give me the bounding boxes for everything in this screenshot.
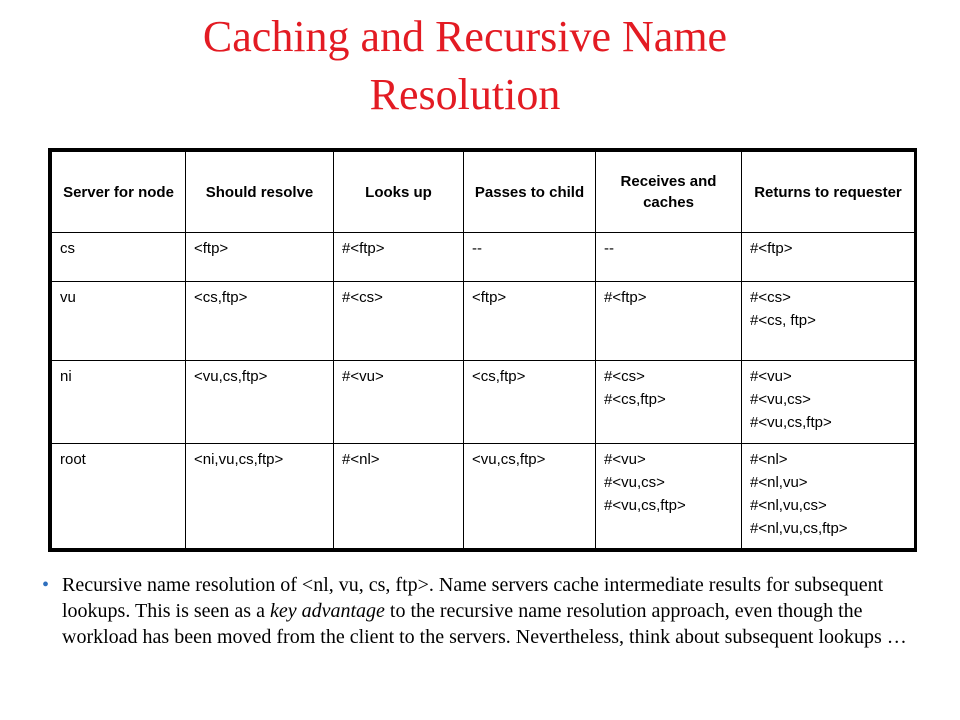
- table-row-root: [52, 444, 915, 549]
- cell-looks-up: #<nl>: [334, 444, 464, 549]
- cell-line: #<ftp>: [604, 289, 647, 306]
- resolution-table: [51, 151, 915, 549]
- header-server-for-node: Server for node: [52, 152, 186, 233]
- cell-looks-up: #<ftp>: [334, 233, 464, 282]
- table-header-row: [52, 152, 915, 233]
- table-row-ni: [52, 361, 915, 444]
- note-emphasis: key advantage: [269, 600, 385, 622]
- cell-line: #<vu>: [604, 451, 646, 468]
- header-receives-and-caches: Receives and caches: [596, 152, 742, 233]
- cell-returns-to-requester: [742, 233, 915, 282]
- slide-title-line-1: Caching and Recursive Name: [202, 12, 728, 61]
- cell-returns-to-requester: [742, 282, 915, 361]
- cell-server: vu: [52, 282, 186, 361]
- header-should-resolve: Should resolve: [186, 152, 334, 233]
- cell-line: #<vu,cs>: [604, 474, 665, 491]
- bullet-note: [42, 572, 912, 650]
- cell-line: #<ftp>: [750, 240, 793, 257]
- slide-title: [0, 8, 930, 124]
- cell-line: #<vu,cs,ftp>: [604, 497, 686, 514]
- header-passes-to-child: Passes to child: [464, 152, 596, 233]
- header-looks-up: Looks up: [334, 152, 464, 233]
- cell-receives-and-caches: [596, 444, 742, 549]
- cell-server: ni: [52, 361, 186, 444]
- cell-line: #<nl,vu,cs>: [750, 497, 827, 514]
- header-returns-to-requester: Returns to requester: [742, 152, 915, 233]
- cell-receives-and-caches: [596, 361, 742, 444]
- cell-should-resolve: <ni,vu,cs,ftp>: [186, 444, 334, 549]
- cell-server: root: [52, 444, 186, 549]
- table-row-cs: [52, 233, 915, 282]
- cell-receives-and-caches: [596, 233, 742, 282]
- cell-line: #<nl,vu,cs,ftp>: [750, 520, 848, 537]
- cell-returns-to-requester: [742, 444, 915, 549]
- bullet-icon: •: [42, 574, 50, 596]
- note-text-part-1: Recursive name resolution of <nl, vu, cs, ftp>. Name servers cache intermediate results for subsequent lookups. This is seen as a: [62, 574, 884, 622]
- cell-line: #<cs, ftp>: [750, 312, 816, 329]
- cell-server: cs: [52, 233, 186, 282]
- resolution-table-frame: [48, 148, 917, 552]
- cell-passes-to-child: --: [464, 233, 596, 282]
- cell-line: #<cs>: [750, 289, 791, 306]
- slide-title-line-2: Resolution: [369, 70, 561, 119]
- cell-line: #<nl>: [750, 451, 788, 468]
- cell-passes-to-child: <ftp>: [464, 282, 596, 361]
- cell-returns-to-requester: [742, 361, 915, 444]
- note-text-part-2: to the recursive name resolution approach, even though the workload has been moved from the client to the servers. Nevertheless, think about subsequent lookups …: [62, 600, 907, 648]
- cell-should-resolve: <vu,cs,ftp>: [186, 361, 334, 444]
- cell-line: #<vu>: [750, 368, 792, 385]
- cell-passes-to-child: <vu,cs,ftp>: [464, 444, 596, 549]
- cell-should-resolve: <ftp>: [186, 233, 334, 282]
- cell-line: #<cs,ftp>: [604, 391, 666, 408]
- table-row-vu: [52, 282, 915, 361]
- cell-looks-up: #<cs>: [334, 282, 464, 361]
- cell-looks-up: #<vu>: [334, 361, 464, 444]
- cell-line: #<cs>: [604, 368, 645, 385]
- cell-receives-and-caches: [596, 282, 742, 361]
- cell-should-resolve: <cs,ftp>: [186, 282, 334, 361]
- cell-line: #<nl,vu>: [750, 474, 808, 491]
- cell-line: #<vu,cs,ftp>: [750, 414, 832, 431]
- cell-line: #<vu,cs>: [750, 391, 811, 408]
- cell-line: --: [604, 240, 614, 257]
- cell-passes-to-child: <cs,ftp>: [464, 361, 596, 444]
